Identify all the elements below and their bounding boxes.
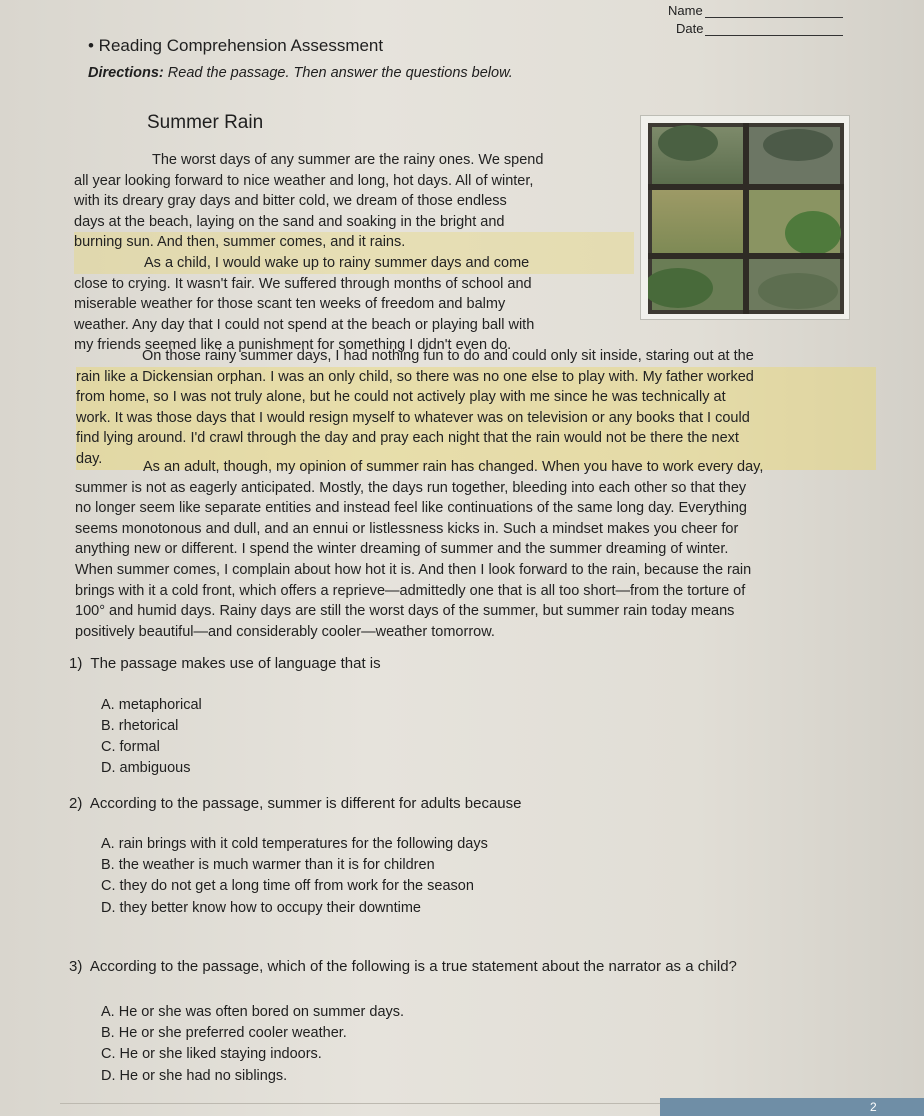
question-3-option-c[interactable]: C. He or she liked staying indoors. [101,1046,322,1062]
assessment-title: • Reading Comprehension Assessment [88,36,384,55]
paragraph-4 [75,457,875,642]
question-text: According to the passage, which of the following is a true statement about the narrator as a child? [89,958,737,975]
paragraph-3 [76,346,876,470]
question-1-option-b[interactable]: B. rhetorical [101,718,179,734]
question-3-option-d[interactable]: D. He or she had no siblings. [101,1068,288,1084]
paragraph-line: On those rainy summer days, I had nothing fun to do and could only sit inside, staring out at the [142,348,754,364]
directions [88,65,513,81]
paragraph-line: day. [76,449,876,470]
question-number: 2) [69,795,83,812]
question-1-option-a[interactable]: A. metaphorical [101,697,202,713]
question-2 [69,795,521,812]
date-label: Date [676,21,704,36]
question-3-option-a[interactable]: A. He or she was often bored on summer days. [101,1004,405,1020]
paragraph-line: 100° and humid days. Rainy days are still the worst days of the summer, but summer rain today means [75,603,735,620]
window-image [648,123,844,314]
paragraph-line: weather. Any day that I could not spend at the beach or playing ball with [74,316,535,333]
name-field [668,3,843,18]
question-1-option-d[interactable]: D. ambiguous [101,760,191,776]
paragraph-line: no longer seem like separate entities and instead feel like continuations of the same long day. Everything [75,500,747,517]
directions-label: Directions: [88,65,164,81]
name-blank-line [705,5,843,18]
question-1 [69,655,381,672]
paragraph-line: days at the beach, laying on the sand and soaking in the bright and [74,213,505,230]
directions-text: Read the passage. Then answer the questions below. [167,65,513,81]
page-footer-bar [660,1098,924,1116]
paragraph-1 [74,150,634,253]
story-title: Summer Rain [147,112,264,133]
paragraph-line: The worst days of any summer are the rainy ones. We spend [152,152,544,168]
date-field [676,21,843,36]
question-3-option-b[interactable]: B. He or she preferred cooler weather. [101,1025,347,1041]
paragraph-line: from home, so I was not truly alone, but he could not actively play with me since he was technically at [76,387,876,408]
paragraph-line: work. It was those days that I would resign myself to whatever was on television or any books that I could [76,408,876,429]
paragraph-line: with its dreary gray days and bitter cold, we dream of those endless [74,193,507,210]
paragraph-line: anything new or different. I spend the winter dreaming of summer and the summer dreaming of winter. [75,541,729,558]
question-1-option-c[interactable]: C. formal [101,739,160,755]
rainy-window-photo [640,115,850,320]
question-text: According to the passage, summer is different for adults because [89,795,522,812]
question-2-option-b[interactable]: B. the weather is much warmer than it is for children [101,857,435,873]
question-2-option-a[interactable]: A. rain brings with it cold temperatures for the following days [101,836,488,852]
paragraph-line: summer is not as eagerly anticipated. Mostly, the days run together, bleeding into each other so that they [75,479,747,496]
paragraph-line: burning sun. And then, summer comes, and it rains. [74,232,634,253]
paragraph-line: rain like a Dickensian orphan. I was an only child, so there was no one else to play with. My father worked [76,367,876,388]
paragraph-line: find lying around. I'd crawl through the day and pray each night that the rain would not be there the next [76,428,876,449]
date-blank-line [705,23,843,36]
paragraph-line: miserable weather for those scant ten weeks of freedom and balmy [74,296,506,313]
paragraph-line: my friends seemed like a punishment for something I didn't even do. [74,337,512,354]
paragraph-line: When summer comes, I complain about how hot it is. And then I look forward to the rain, because the rain [75,561,752,578]
question-text: The passage makes use of language that is [90,655,381,672]
paragraph-line: positively beautiful—and considerably cooler—weather tomorrow. [75,623,495,640]
question-3 [69,958,737,975]
paragraph-line: seems monotonous and dull, and an ennui or listlessness kicks in. Such a mindset makes you cheer for [75,520,739,537]
name-label: Name [668,3,703,18]
question-2-option-c[interactable]: C. they do not get a long time off from work for the season [101,878,474,894]
paragraph-line: close to crying. It wasn't fair. We suffered through months of school and [74,275,532,292]
page-number: 2 [870,1100,877,1114]
question-2-option-d[interactable]: D. they better know how to occupy their downtime [101,900,421,916]
paragraph-line: all year looking forward to nice weather and long, hot days. All of winter, [74,172,534,189]
question-number: 3) [69,958,83,975]
question-number: 1) [69,655,83,672]
paragraph-2 [74,253,634,356]
paragraph-line: As an adult, though, my opinion of summer rain has changed. When you have to work every day, [143,459,764,475]
paragraph-line: As a child, I would wake up to rainy summer days and come [74,253,634,274]
paragraph-line: brings with it a cold front, which offers a reprieve—admittedly one that is all too short—from the torture of [75,582,746,599]
footer-divider [60,1103,660,1104]
